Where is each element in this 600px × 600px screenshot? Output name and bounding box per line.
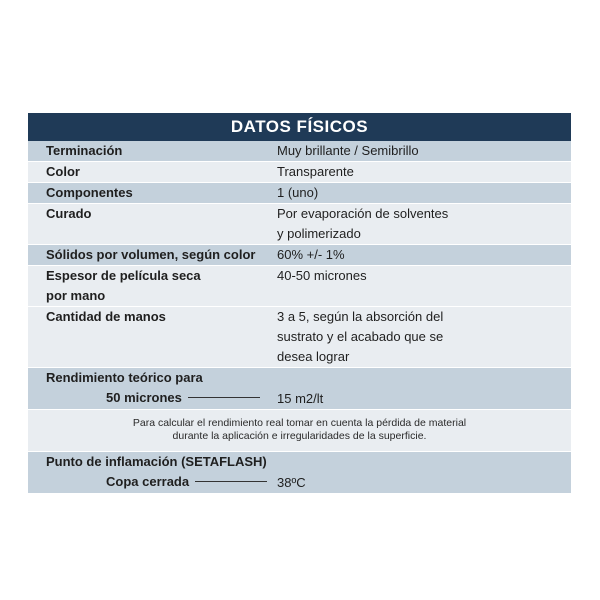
table-row-terminacion	[28, 141, 571, 162]
row-label: Sólidos por volumen, según color	[46, 247, 256, 262]
value-line: y polimerizado	[277, 226, 361, 241]
table-row-color	[28, 162, 571, 183]
table-row-curado	[28, 204, 571, 245]
label-line: por mano	[46, 288, 106, 303]
value-line: 3 a 5, según la absorción del	[277, 309, 444, 324]
footnote-line: durante la aplicación e irregularidades de la superficie.	[172, 430, 427, 442]
row-label	[28, 266, 260, 306]
label-line-indented	[46, 388, 260, 408]
row-value	[260, 204, 571, 244]
value-line: desea lograr	[277, 349, 350, 364]
table-row-componentes	[28, 183, 571, 204]
table-row-cantidad	[28, 307, 571, 368]
physical-data-table	[28, 113, 571, 494]
value-line: Por evaporación de solventes	[277, 206, 449, 221]
label-line: Espesor de película seca	[46, 268, 201, 283]
row-value: 40-50 micrones	[277, 268, 367, 283]
table-title: DATOS FÍSICOS	[28, 113, 571, 141]
row-value: Transparente	[277, 164, 354, 179]
table-row-punto-inflamacion	[28, 452, 571, 494]
row-label: Color	[46, 164, 80, 179]
row-label	[28, 368, 260, 409]
row-value: 60% +/- 1%	[277, 247, 345, 262]
leader-line	[188, 397, 260, 398]
value-line: 38ºC	[277, 475, 306, 490]
footnote-line: Para calcular el rendimiento real tomar en cuenta la pérdida de material	[132, 417, 467, 429]
row-label: Componentes	[46, 185, 133, 200]
table-row-rendimiento	[28, 368, 571, 410]
row-value	[260, 307, 571, 367]
value-line: 15 m2/lt	[277, 391, 324, 406]
label-line: Rendimiento teórico para	[46, 370, 203, 385]
row-value: Muy brillante / Semibrillo	[277, 143, 419, 158]
row-label	[28, 452, 267, 493]
label-line: 50 micrones	[106, 390, 182, 405]
table-row-solidos	[28, 245, 571, 266]
label-line: Copa cerrada	[106, 474, 190, 489]
row-value	[260, 452, 306, 493]
row-label: Curado	[46, 206, 92, 221]
row-value: 1 (uno)	[277, 185, 319, 200]
label-line-indented	[46, 472, 267, 492]
label-line: Punto de inflamación (SETAFLASH)	[46, 454, 267, 469]
leader-line	[195, 481, 267, 482]
table-row-espesor	[28, 266, 571, 307]
row-label: Terminación	[46, 143, 123, 158]
row-label: Cantidad de manos	[46, 309, 166, 324]
footnote	[28, 410, 571, 452]
row-value	[260, 368, 571, 409]
value-line: sustrato y el acabado que se	[277, 329, 444, 344]
